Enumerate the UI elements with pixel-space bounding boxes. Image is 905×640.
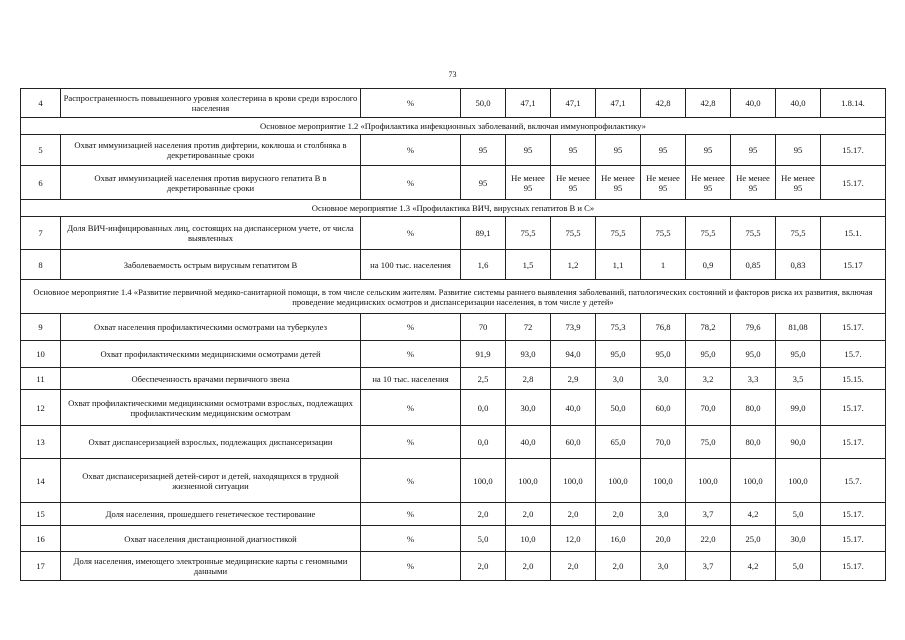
reference-cell: 15.17. bbox=[821, 166, 886, 200]
value-cell: 100,0 bbox=[776, 459, 821, 503]
value-cell: 4,2 bbox=[731, 552, 776, 581]
value-cell: 91,9 bbox=[461, 341, 506, 368]
value-cell: 80,0 bbox=[731, 390, 776, 426]
reference-cell: 15.17. bbox=[821, 526, 886, 552]
value-cell: 95 bbox=[641, 135, 686, 166]
value-cell: 81,08 bbox=[776, 314, 821, 341]
value-cell: 1 bbox=[641, 250, 686, 280]
reference-cell: 15.17. bbox=[821, 426, 886, 459]
value-cell: 30,0 bbox=[506, 390, 551, 426]
indicator-name: Обеспеченность врачами первичного звена bbox=[61, 368, 361, 390]
value-cell: 12,0 bbox=[551, 526, 596, 552]
row-number: 4 bbox=[21, 89, 61, 118]
value-cell: 99,0 bbox=[776, 390, 821, 426]
value-cell: 75,5 bbox=[776, 217, 821, 250]
unit-cell: % bbox=[361, 503, 461, 526]
table-row bbox=[21, 135, 886, 166]
value-cell: 2,0 bbox=[596, 552, 641, 581]
indicator-name: Доля населения, прошедшего генетическое тестирование bbox=[61, 503, 361, 526]
value-cell: 22,0 bbox=[686, 526, 731, 552]
reference-cell: 15.7. bbox=[821, 459, 886, 503]
table-row bbox=[21, 368, 886, 390]
indicator-name: Распространенность повышенного уровня холестерина в крови среди взрослого населения bbox=[61, 89, 361, 118]
value-cell: 5,0 bbox=[776, 503, 821, 526]
row-number: 7 bbox=[21, 217, 61, 250]
section-row bbox=[21, 118, 886, 135]
value-cell: 3,7 bbox=[686, 552, 731, 581]
value-cell: 100,0 bbox=[461, 459, 506, 503]
value-cell: 94,0 bbox=[551, 341, 596, 368]
value-cell: Не менее 95 bbox=[506, 166, 551, 200]
value-cell: 10,0 bbox=[506, 526, 551, 552]
indicator-name: Охват населения профилактическими осмотрами на туберкулез bbox=[61, 314, 361, 341]
indicators-table bbox=[20, 88, 886, 581]
value-cell: 47,1 bbox=[506, 89, 551, 118]
table-row bbox=[21, 166, 886, 200]
value-cell: 65,0 bbox=[596, 426, 641, 459]
value-cell: 3,0 bbox=[641, 503, 686, 526]
value-cell: 70 bbox=[461, 314, 506, 341]
value-cell: Не менее 95 bbox=[551, 166, 596, 200]
value-cell: 5,0 bbox=[776, 552, 821, 581]
row-number: 12 bbox=[21, 390, 61, 426]
value-cell: 95 bbox=[506, 135, 551, 166]
value-cell: Не менее 95 bbox=[596, 166, 641, 200]
value-cell: 95 bbox=[461, 166, 506, 200]
row-number: 10 bbox=[21, 341, 61, 368]
value-cell: 75,5 bbox=[596, 217, 641, 250]
row-number: 6 bbox=[21, 166, 61, 200]
indicator-name: Охват иммунизацией населения против вирусного гепатита В в декретированные сроки bbox=[61, 166, 361, 200]
value-cell: Не менее 95 bbox=[686, 166, 731, 200]
value-cell: 2,8 bbox=[506, 368, 551, 390]
value-cell: 100,0 bbox=[731, 459, 776, 503]
value-cell: 40,0 bbox=[776, 89, 821, 118]
value-cell: 95 bbox=[596, 135, 641, 166]
value-cell: 42,8 bbox=[641, 89, 686, 118]
value-cell: 75,0 bbox=[686, 426, 731, 459]
value-cell: 95 bbox=[776, 135, 821, 166]
value-cell: 42,8 bbox=[686, 89, 731, 118]
value-cell: 75,5 bbox=[686, 217, 731, 250]
table-row bbox=[21, 552, 886, 581]
unit-cell: % bbox=[361, 459, 461, 503]
value-cell: 0,0 bbox=[461, 426, 506, 459]
value-cell: 3,2 bbox=[686, 368, 731, 390]
unit-cell: % bbox=[361, 135, 461, 166]
unit-cell: % bbox=[361, 552, 461, 581]
table-row bbox=[21, 526, 886, 552]
table-row bbox=[21, 89, 886, 118]
value-cell: 2,0 bbox=[461, 503, 506, 526]
value-cell: 3,7 bbox=[686, 503, 731, 526]
value-cell: 3,0 bbox=[641, 368, 686, 390]
value-cell: 47,1 bbox=[551, 89, 596, 118]
value-cell: 89,1 bbox=[461, 217, 506, 250]
reference-cell: 15.17. bbox=[821, 390, 886, 426]
table-row bbox=[21, 390, 886, 426]
value-cell: 4,2 bbox=[731, 503, 776, 526]
unit-cell: на 10 тыс. населения bbox=[361, 368, 461, 390]
value-cell: 95,0 bbox=[686, 341, 731, 368]
value-cell: 3,0 bbox=[596, 368, 641, 390]
indicator-name: Доля ВИЧ-инфицированных лиц, состоящих на диспансерном учете, от числа выявленных bbox=[61, 217, 361, 250]
value-cell: 2,0 bbox=[551, 503, 596, 526]
reference-cell: 15.1. bbox=[821, 217, 886, 250]
value-cell: 2,0 bbox=[506, 503, 551, 526]
value-cell: 50,0 bbox=[596, 390, 641, 426]
value-cell: 100,0 bbox=[551, 459, 596, 503]
table-row bbox=[21, 341, 886, 368]
value-cell: 75,5 bbox=[551, 217, 596, 250]
value-cell: Не менее 95 bbox=[776, 166, 821, 200]
reference-cell: 15.17. bbox=[821, 552, 886, 581]
indicator-name: Доля населения, имеющего электронные медицинские карты с геномными данными bbox=[61, 552, 361, 581]
page-number: 73 bbox=[448, 70, 457, 79]
value-cell: 1,2 bbox=[551, 250, 596, 280]
value-cell: 2,0 bbox=[461, 552, 506, 581]
indicator-name: Охват диспансеризацией взрослых, подлежащих диспансеризации bbox=[61, 426, 361, 459]
indicator-name: Заболеваемость острым вирусным гепатитом В bbox=[61, 250, 361, 280]
indicator-name: Охват профилактическими медицинскими осмотрами детей bbox=[61, 341, 361, 368]
unit-cell: % bbox=[361, 526, 461, 552]
unit-cell: % bbox=[361, 390, 461, 426]
value-cell: 30,0 bbox=[776, 526, 821, 552]
reference-cell: 15.17. bbox=[821, 314, 886, 341]
value-cell: 100,0 bbox=[596, 459, 641, 503]
value-cell: 3,3 bbox=[731, 368, 776, 390]
value-cell: 3,5 bbox=[776, 368, 821, 390]
value-cell: 40,0 bbox=[731, 89, 776, 118]
reference-cell: 1.8.14. bbox=[821, 89, 886, 118]
value-cell: 60,0 bbox=[641, 390, 686, 426]
reference-cell: 15.15. bbox=[821, 368, 886, 390]
value-cell: 20,0 bbox=[641, 526, 686, 552]
unit-cell: % bbox=[361, 217, 461, 250]
row-number: 11 bbox=[21, 368, 61, 390]
value-cell: Не менее 95 bbox=[641, 166, 686, 200]
value-cell: 95 bbox=[686, 135, 731, 166]
value-cell: 47,1 bbox=[596, 89, 641, 118]
value-cell: 2,5 bbox=[461, 368, 506, 390]
table-row bbox=[21, 426, 886, 459]
row-number: 16 bbox=[21, 526, 61, 552]
value-cell: 25,0 bbox=[731, 526, 776, 552]
unit-cell: % bbox=[361, 89, 461, 118]
reference-cell: 15.7. bbox=[821, 341, 886, 368]
value-cell: 2,0 bbox=[551, 552, 596, 581]
value-cell: 95 bbox=[461, 135, 506, 166]
value-cell: 5,0 bbox=[461, 526, 506, 552]
value-cell: 40,0 bbox=[551, 390, 596, 426]
value-cell: 95,0 bbox=[776, 341, 821, 368]
value-cell: 75,5 bbox=[506, 217, 551, 250]
value-cell: 1,6 bbox=[461, 250, 506, 280]
value-cell: 50,0 bbox=[461, 89, 506, 118]
value-cell: 0,0 bbox=[461, 390, 506, 426]
value-cell: 70,0 bbox=[686, 390, 731, 426]
value-cell: 2,0 bbox=[506, 552, 551, 581]
value-cell: 80,0 bbox=[731, 426, 776, 459]
value-cell: 70,0 bbox=[641, 426, 686, 459]
indicator-name: Охват иммунизацией населения против дифтерии, коклюша и столбняка в декретированные сроки bbox=[61, 135, 361, 166]
value-cell: 0,9 bbox=[686, 250, 731, 280]
indicator-name: Охват диспансеризацией детей-сирот и детей, находящихся в трудной жизненной ситуации bbox=[61, 459, 361, 503]
value-cell: 75,5 bbox=[641, 217, 686, 250]
indicator-name: Охват профилактическими медицинскими осмотрами взрослых, подлежащих профилактическим медицинским осмотрам bbox=[61, 390, 361, 426]
section-title: Основное мероприятие 1.2 «Профилактика инфекционных заболеваний, включая иммунопрофилактику» bbox=[21, 118, 886, 135]
reference-cell: 15.17. bbox=[821, 135, 886, 166]
value-cell: 95,0 bbox=[596, 341, 641, 368]
value-cell: 75,3 bbox=[596, 314, 641, 341]
unit-cell: % bbox=[361, 341, 461, 368]
value-cell: 95,0 bbox=[731, 341, 776, 368]
row-number: 14 bbox=[21, 459, 61, 503]
value-cell: 1,1 bbox=[596, 250, 641, 280]
value-cell: 2,9 bbox=[551, 368, 596, 390]
value-cell: 100,0 bbox=[686, 459, 731, 503]
value-cell: 0,85 bbox=[731, 250, 776, 280]
row-number: 15 bbox=[21, 503, 61, 526]
unit-cell: % bbox=[361, 166, 461, 200]
value-cell: 40,0 bbox=[506, 426, 551, 459]
value-cell: 73,9 bbox=[551, 314, 596, 341]
value-cell: 95 bbox=[731, 135, 776, 166]
value-cell: 90,0 bbox=[776, 426, 821, 459]
indicator-name: Охват населения дистанционной диагностикой bbox=[61, 526, 361, 552]
value-cell: 3,0 bbox=[641, 552, 686, 581]
value-cell: 76,8 bbox=[641, 314, 686, 341]
section-title: Основное мероприятие 1.4 «Развитие первичной медико-санитарной помощи, в том числе сельским жителям. Развитие системы раннего выявления заболеваний, патологических состояний и факторов риска их развития, включая проведение медицинских осмотров и диспансеризации населения, в том числе у детей» bbox=[21, 280, 886, 314]
section-row bbox=[21, 280, 886, 314]
value-cell: 95,0 bbox=[641, 341, 686, 368]
table-row bbox=[21, 314, 886, 341]
reference-cell: 15.17 bbox=[821, 250, 886, 280]
row-number: 13 bbox=[21, 426, 61, 459]
section-row bbox=[21, 200, 886, 217]
value-cell: 0,83 bbox=[776, 250, 821, 280]
value-cell: 100,0 bbox=[641, 459, 686, 503]
value-cell: 78,2 bbox=[686, 314, 731, 341]
value-cell: 16,0 bbox=[596, 526, 641, 552]
table-row bbox=[21, 503, 886, 526]
unit-cell: на 100 тыс. населения bbox=[361, 250, 461, 280]
table-row bbox=[21, 459, 886, 503]
unit-cell: % bbox=[361, 314, 461, 341]
value-cell: Не менее 95 bbox=[731, 166, 776, 200]
row-number: 5 bbox=[21, 135, 61, 166]
value-cell: 79,6 bbox=[731, 314, 776, 341]
value-cell: 60,0 bbox=[551, 426, 596, 459]
section-title: Основное мероприятие 1.3 «Профилактика ВИЧ, вирусных гепатитов В и С» bbox=[21, 200, 886, 217]
row-number: 9 bbox=[21, 314, 61, 341]
value-cell: 75,5 bbox=[731, 217, 776, 250]
reference-cell: 15.17. bbox=[821, 503, 886, 526]
value-cell: 95 bbox=[551, 135, 596, 166]
table-row bbox=[21, 250, 886, 280]
row-number: 17 bbox=[21, 552, 61, 581]
value-cell: 1,5 bbox=[506, 250, 551, 280]
row-number: 8 bbox=[21, 250, 61, 280]
value-cell: 2,0 bbox=[596, 503, 641, 526]
unit-cell: % bbox=[361, 426, 461, 459]
table-row bbox=[21, 217, 886, 250]
value-cell: 100,0 bbox=[506, 459, 551, 503]
value-cell: 72 bbox=[506, 314, 551, 341]
value-cell: 93,0 bbox=[506, 341, 551, 368]
